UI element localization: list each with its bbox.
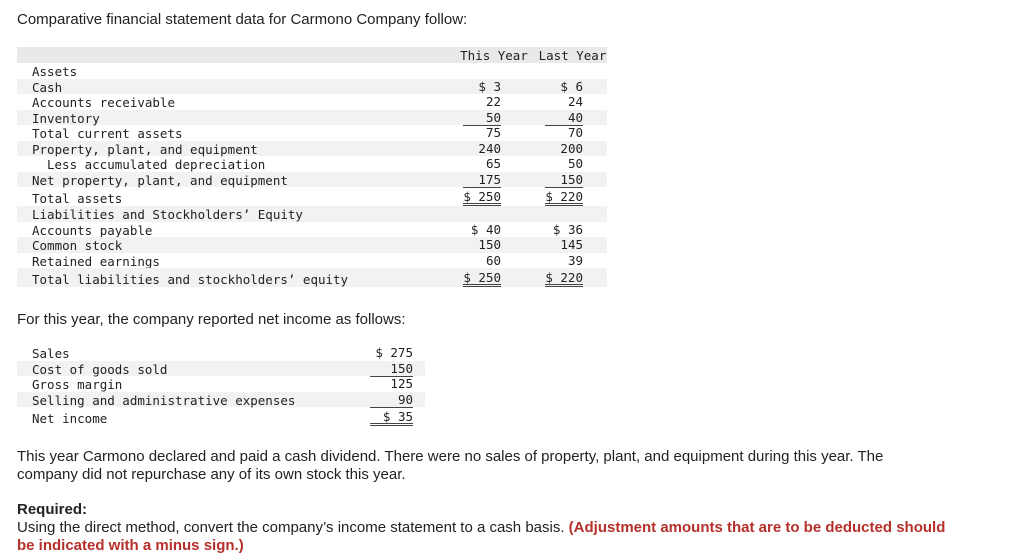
sga-amount: 90 — [370, 392, 413, 409]
col-this-year: This Year — [460, 48, 528, 63]
cogs-row — [17, 361, 425, 377]
ppe-last-year: 200 — [560, 140, 583, 156]
inventory-label: Inventory — [32, 110, 100, 126]
tlse-row — [17, 268, 607, 287]
ta-last-year: $ 220 — [545, 189, 583, 204]
accdep-this-year: 65 — [463, 156, 501, 173]
re-this-year: 60 — [463, 253, 501, 270]
liab-heading: Liabilities and Stockholders’ Equity — [32, 207, 303, 222]
liab-heading-row — [17, 206, 607, 222]
tlse-last-year: $ 220 — [545, 270, 583, 285]
cash-label: Cash — [32, 79, 63, 95]
sales-label: Sales — [32, 346, 70, 361]
gm-amount: 125 — [390, 376, 413, 391]
required-label: Required: — [17, 501, 88, 518]
required-section — [17, 501, 947, 555]
accdep-row — [17, 156, 607, 172]
ar-row — [17, 94, 607, 110]
ap-label: Accounts payable — [32, 222, 153, 238]
re-row — [17, 253, 607, 269]
inventory-this-year: 50 — [463, 110, 501, 127]
dividend-paragraph: This year Carmono declared and paid a cash dividend. There were no sales of property, plant, and equipment during this year. The company did not repurchase any of its own stock this year. — [17, 448, 884, 483]
assets-heading: Assets — [32, 64, 78, 79]
accdep-label: Less accumulated depreciation — [47, 157, 266, 172]
required-text: Using the direct method, convert the company’s income statement to a cash basis. — [17, 519, 569, 536]
ni-amount: $ 35 — [370, 407, 413, 426]
cash-row — [17, 79, 607, 95]
inventory-row — [17, 110, 607, 126]
netppe-row — [17, 172, 607, 188]
tca-label: Total current assets — [32, 126, 183, 141]
sales-row — [17, 345, 425, 361]
required-note: (Adjustment amounts that are to be deducted should be indicated with a minus sign.) — [17, 519, 946, 554]
inventory-last-year: 40 — [545, 110, 583, 127]
netppe-last-year: 150 — [545, 172, 583, 189]
tlse-this-year: $ 250 — [463, 270, 501, 285]
netppe-label: Net property, plant, and equipment — [32, 172, 288, 188]
ar-label: Accounts receivable — [32, 95, 175, 110]
income-intro-text: For this year, the company reported net income as follows: — [17, 311, 406, 328]
re-label: Retained earnings — [32, 253, 160, 269]
sga-label: Selling and administrative expenses — [32, 392, 296, 408]
ni-label: Net income — [32, 411, 108, 426]
tca-this-year: 75 — [485, 125, 501, 140]
cs-label: Common stock — [32, 238, 123, 253]
ppe-label: Property, plant, and equipment — [32, 141, 258, 157]
ar-this-year: 22 — [485, 94, 501, 109]
ni-row — [17, 407, 425, 426]
ta-label: Total assets — [32, 191, 123, 206]
sga-row — [17, 392, 425, 408]
ppe-row — [17, 141, 607, 157]
income-statement-table — [17, 345, 425, 426]
tlse-label: Total liabilities and stockholders’ equity — [32, 272, 349, 287]
tca-last-year: 70 — [567, 125, 583, 140]
col-last-year: Last Year — [538, 48, 607, 63]
ap-last-year: $ 36 — [552, 221, 583, 237]
cash-this-year: $ 3 — [478, 78, 501, 94]
balance-sheet-table — [17, 47, 607, 287]
cs-last-year: 145 — [560, 237, 583, 252]
cash-last-year: $ 6 — [560, 78, 583, 94]
ta-row — [17, 187, 607, 206]
netppe-this-year: 175 — [463, 172, 501, 189]
accdep-last-year: 50 — [545, 156, 583, 173]
intro-text: Comparative financial statement data for Carmono Company follow: — [17, 11, 468, 28]
re-last-year: 39 — [545, 253, 583, 270]
gm-row — [17, 376, 425, 392]
ta-this-year: $ 250 — [463, 189, 501, 204]
sales-amount: $ 275 — [375, 345, 413, 360]
gm-label: Gross margin — [32, 377, 123, 392]
tca-row — [17, 125, 607, 141]
cogs-amount: 150 — [370, 361, 413, 378]
ppe-this-year: 240 — [478, 140, 501, 156]
balance-sheet-header — [17, 47, 607, 63]
cs-row — [17, 237, 607, 253]
ap-row — [17, 222, 607, 238]
ar-last-year: 24 — [567, 94, 583, 109]
assets-heading-row — [17, 63, 607, 79]
cs-this-year: 150 — [478, 237, 501, 252]
ap-this-year: $ 40 — [470, 221, 501, 237]
cogs-label: Cost of goods sold — [32, 361, 168, 377]
